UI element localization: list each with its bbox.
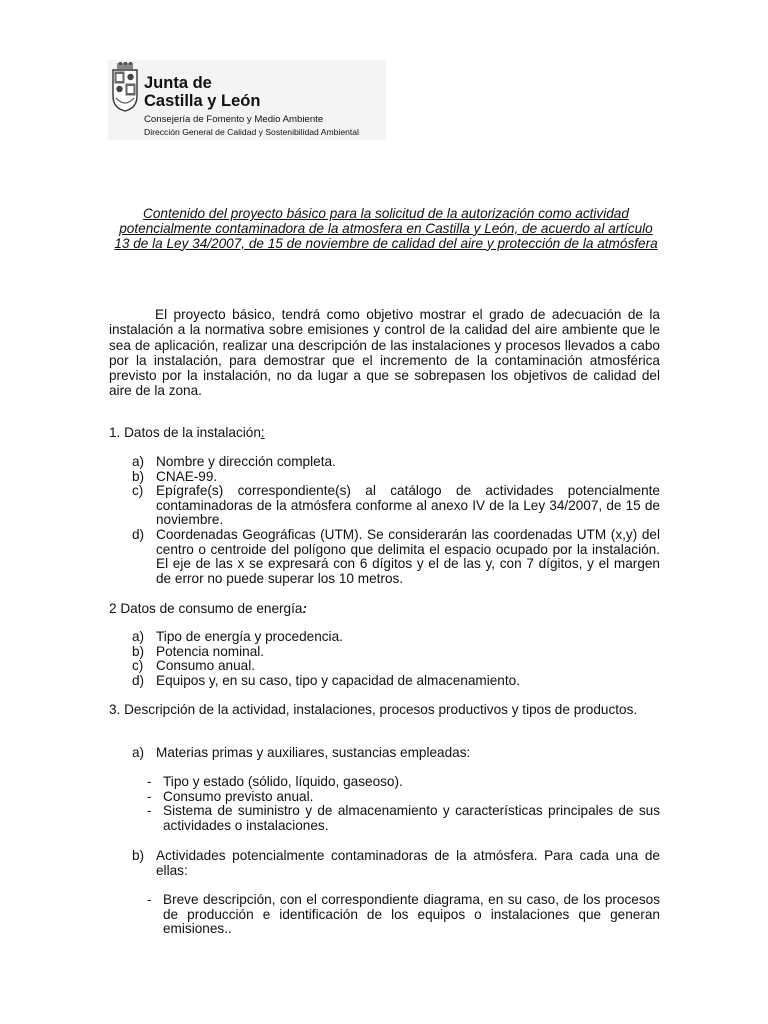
list-item-text: Consumo previsto anual. <box>163 788 314 804</box>
section-3-item-b <box>109 849 660 878</box>
list-marker: b) <box>132 643 145 659</box>
list-item-text: Breve descripción, con el correspondiente diagrama, en su caso, de los procesos de producción e identificación de los equipos o instalaciones que generan emisiones.. <box>163 892 660 937</box>
list-marker: - <box>147 774 152 789</box>
list-marker: a) <box>132 629 145 644</box>
coat-of-arms-icon <box>110 62 140 112</box>
section-2-heading-colon: : <box>302 601 307 616</box>
list-marker: c) <box>132 658 144 674</box>
document-title: Contenido del proyecto básico para la solicitud de la autorización como actividad potencialmente contaminadora de la atmosfera en Castilla y León, de acuerdo al artículo 13 de la Ley 34/2007, de 15 de noviembre de calidad del aire y protección de la atmósfera <box>114 206 658 251</box>
list-item <box>109 645 660 660</box>
org-name-line2: Castilla y León <box>144 92 261 110</box>
list-item <box>109 659 660 674</box>
list-item <box>109 470 660 485</box>
list-marker: - <box>147 788 152 804</box>
section-3-item-a <box>109 746 660 761</box>
list-item-text: Tipo y estado (sólido, líquido, gaseoso). <box>163 774 403 789</box>
list-marker: d) <box>132 526 145 542</box>
list-item-text: Equipos y, en su caso, tipo y capacidad de almacenamiento. <box>156 672 520 688</box>
list-item <box>109 849 660 878</box>
list-item <box>147 790 660 805</box>
list-marker: b) <box>132 848 145 863</box>
list-item <box>109 674 660 689</box>
section-1-heading-text: 1. Datos de la instalación <box>109 425 261 440</box>
list-marker: d) <box>132 672 145 688</box>
list-item-text: Actividades potencialmente contaminadoras de la atmósfera. Para cada una de ellas: <box>156 848 660 878</box>
org-name-line1: Junta de <box>144 74 212 92</box>
list-item-text: Tipo de energía y procedencia. <box>156 629 343 644</box>
list-item <box>109 630 660 645</box>
list-item-text: Nombre y dirección completa. <box>156 454 336 469</box>
list-item <box>109 746 660 761</box>
intro-paragraph: El proyecto básico, tendrá como objetivo mostrar el grado de adecuación de la instalación a la normativa sobre emisiones y control de la calidad del aire ambiente que le sea de aplicación, realizar una descripción de las instalaciones y procesos llevados a cabo por la instalación, para demostrar que el incremento de la contaminación atmosférica previsto por la instalación, no da lugar a que se sobrepasen los objetivos de calidad del aire de la zona. <box>109 307 660 399</box>
list-marker: - <box>147 892 152 907</box>
list-marker: a) <box>132 454 145 469</box>
list-marker: - <box>147 803 152 819</box>
section-3-item-b-sublist <box>147 893 660 937</box>
list-item <box>147 893 660 937</box>
list-item <box>147 804 660 833</box>
department-name: Consejería de Fomento y Medio Ambiente <box>144 114 324 125</box>
list-marker: a) <box>132 745 145 760</box>
list-item <box>109 455 660 470</box>
section-2-heading <box>109 601 660 616</box>
list-item-text: CNAE-99. <box>156 468 218 484</box>
section-1-heading-colon: : <box>260 425 265 440</box>
section-3-item-a-sublist <box>147 775 660 833</box>
list-item-text: Epígrafe(s) correspondiente(s) al catálogo de actividades potencialmente contaminadoras de la atmósfera conforme al anexo IV de la Ley 34/2007, de 15 de noviembre. <box>156 483 660 528</box>
section-3-heading: 3. Descripción de la actividad, instalaciones, procesos productivos y tipos de productos. <box>109 702 638 717</box>
section-2-list <box>109 630 660 688</box>
list-item-text: Potencia nominal. <box>156 643 265 659</box>
directorate-name: Dirección General de Calidad y Sostenibilidad Ambiental <box>144 127 359 137</box>
list-item-text: Consumo anual. <box>156 658 255 674</box>
list-marker: c) <box>132 483 144 499</box>
section-1-heading <box>109 425 660 440</box>
list-item-text: Sistema de suministro y de almacenamiento y características principales de sus actividades o instalaciones. <box>163 803 660 833</box>
list-item-text: Coordenadas Geográficas (UTM). Se considerarán las coordenadas UTM (x,y) del centro o centroide del polígono que delimita el espacio ocupado por la instalación. El eje de las x se expresará con 6 dígitos y el de las y, con 7 dígitos, y el margen de error no puede superar los 10 metros. <box>156 526 660 586</box>
list-item <box>109 484 660 528</box>
list-item <box>147 775 660 790</box>
list-item <box>109 528 660 586</box>
section-1-list <box>109 455 660 586</box>
list-marker: b) <box>132 468 145 484</box>
list-item-text: Materias primas y auxiliares, sustancias empleadas: <box>156 745 471 760</box>
header-logo <box>108 60 386 140</box>
section-2-heading-text: 2 Datos de consumo de energía <box>109 601 303 616</box>
